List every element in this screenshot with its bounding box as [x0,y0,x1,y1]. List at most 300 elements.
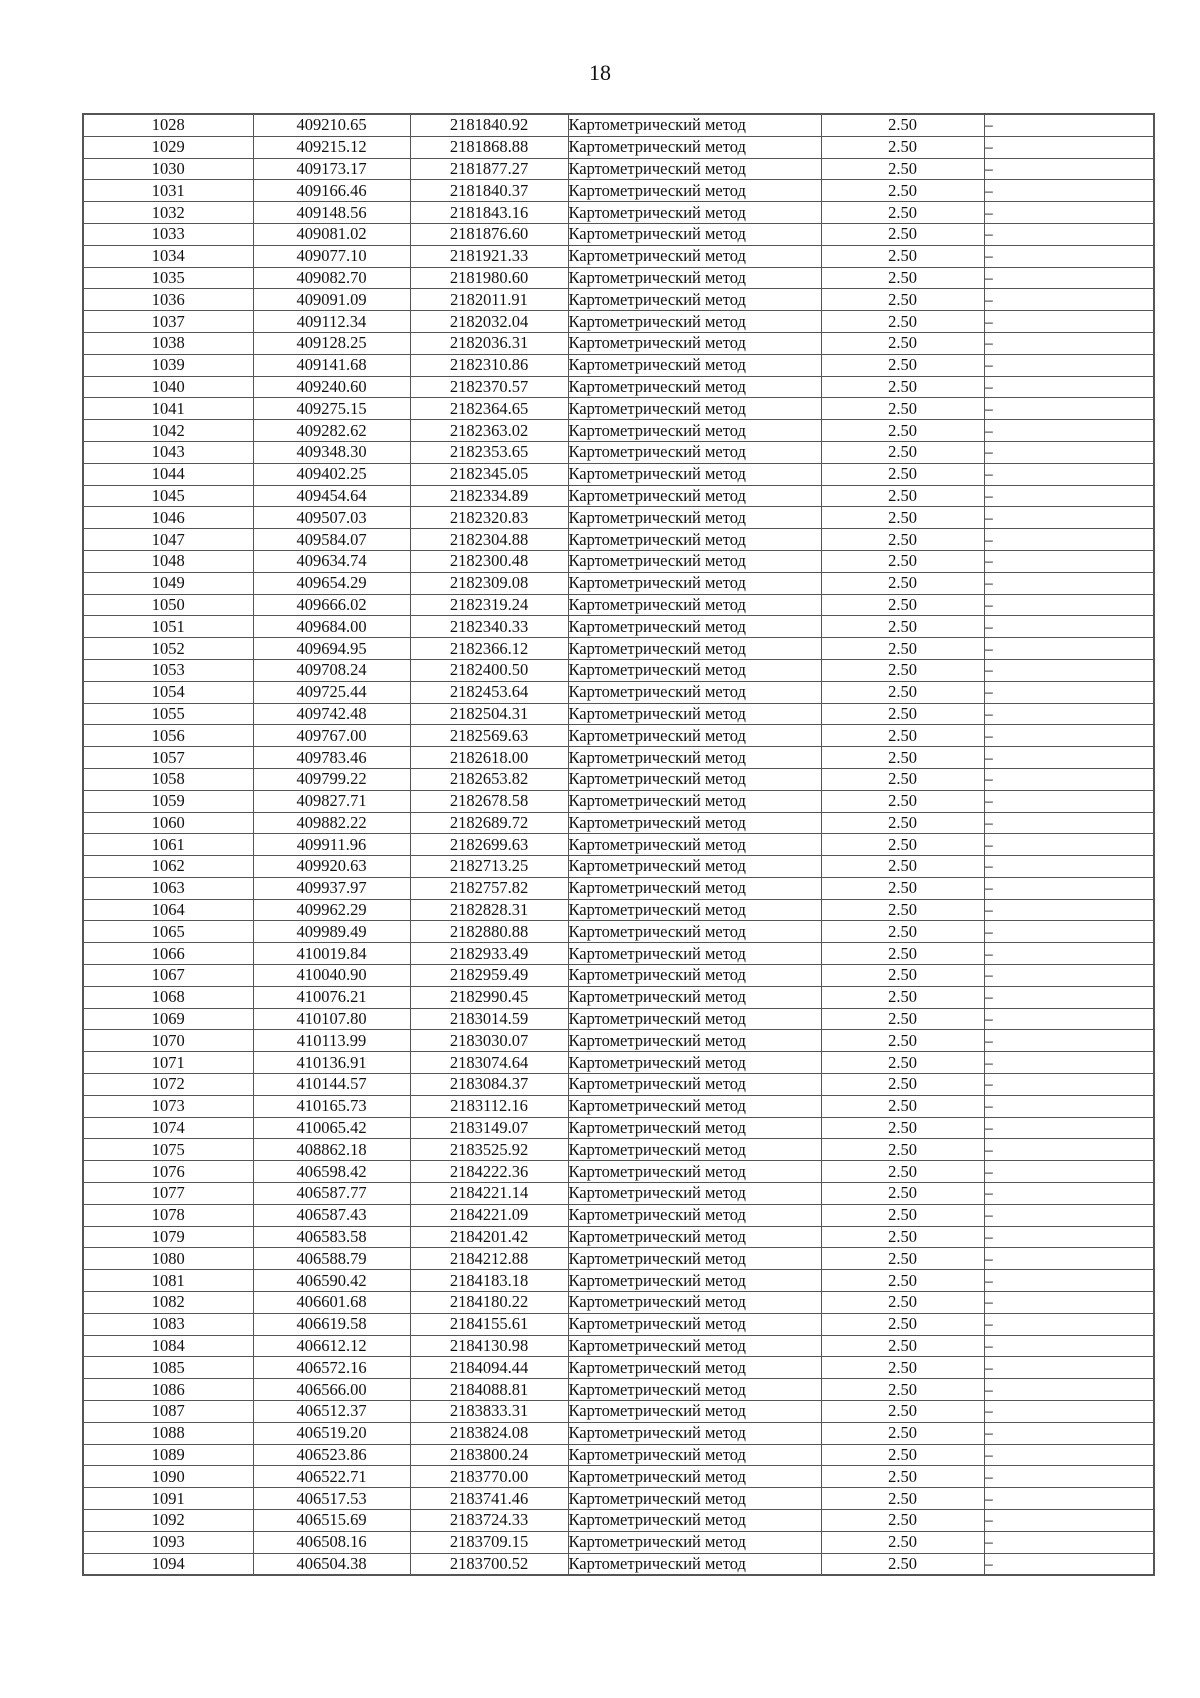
method-cell: Картометрический метод [568,376,821,398]
table-row [83,1226,1154,1248]
table-row [83,877,1154,899]
description-cell: – [984,1052,1154,1074]
method-cell: Картометрический метод [568,289,821,311]
method-cell: Картометрический метод [568,681,821,703]
point-number-cell: 1046 [83,507,253,529]
table-row [83,180,1154,202]
y-coordinate-cell: 2184221.09 [410,1204,568,1226]
accuracy-cell: 2.50 [821,790,984,812]
description-cell: – [984,1466,1154,1488]
method-cell: Картометрический метод [568,245,821,267]
point-number-cell: 1060 [83,812,253,834]
table-row [83,747,1154,769]
accuracy-cell: 2.50 [821,441,984,463]
accuracy-cell: 2.50 [821,1444,984,1466]
x-coordinate-cell: 409166.46 [253,180,410,202]
y-coordinate-cell: 2181980.60 [410,267,568,289]
accuracy-cell: 2.50 [821,921,984,943]
method-cell: Картометрический метод [568,703,821,725]
y-coordinate-cell: 2182713.25 [410,856,568,878]
point-number-cell: 1080 [83,1248,253,1270]
method-cell: Картометрический метод [568,180,821,202]
point-number-cell: 1078 [83,1204,253,1226]
accuracy-cell: 2.50 [821,158,984,180]
method-cell: Картометрический метод [568,136,821,158]
y-coordinate-cell: 2182959.49 [410,965,568,987]
point-number-cell: 1041 [83,398,253,420]
accuracy-cell: 2.50 [821,1183,984,1205]
accuracy-cell: 2.50 [821,1488,984,1510]
method-cell: Картометрический метод [568,812,821,834]
method-cell: Картометрический метод [568,1531,821,1553]
y-coordinate-cell: 2182618.00 [410,747,568,769]
point-number-cell: 1050 [83,594,253,616]
accuracy-cell: 2.50 [821,1335,984,1357]
method-cell: Картометрический метод [568,114,821,136]
point-number-cell: 1037 [83,311,253,333]
description-cell: – [984,1139,1154,1161]
table-row [83,1357,1154,1379]
y-coordinate-cell: 2182364.65 [410,398,568,420]
y-coordinate-cell: 2184222.36 [410,1161,568,1183]
point-number-cell: 1065 [83,921,253,943]
method-cell: Картометрический метод [568,725,821,747]
table-row [83,507,1154,529]
table-row [83,1531,1154,1553]
x-coordinate-cell: 406619.58 [253,1313,410,1335]
x-coordinate-cell: 406523.86 [253,1444,410,1466]
description-cell: – [984,1030,1154,1052]
x-coordinate-cell: 406572.16 [253,1357,410,1379]
point-number-cell: 1083 [83,1313,253,1335]
y-coordinate-cell: 2184183.18 [410,1270,568,1292]
accuracy-cell: 2.50 [821,267,984,289]
table-row [83,550,1154,572]
description-cell: – [984,812,1154,834]
y-coordinate-cell: 2183700.52 [410,1553,568,1575]
y-coordinate-cell: 2183030.07 [410,1030,568,1052]
point-number-cell: 1053 [83,659,253,681]
accuracy-cell: 2.50 [821,1292,984,1314]
point-number-cell: 1070 [83,1030,253,1052]
table-row [83,1008,1154,1030]
description-cell: – [984,921,1154,943]
coordinates-table-body [83,114,1154,1575]
description-cell: – [984,1401,1154,1423]
method-cell: Картометрический метод [568,616,821,638]
point-number-cell: 1030 [83,158,253,180]
description-cell: – [984,1357,1154,1379]
table-row [83,921,1154,943]
accuracy-cell: 2.50 [821,703,984,725]
point-number-cell: 1068 [83,986,253,1008]
description-cell: – [984,1422,1154,1444]
description-cell: – [984,1510,1154,1532]
y-coordinate-cell: 2182340.33 [410,616,568,638]
method-cell: Картометрический метод [568,659,821,681]
method-cell: Картометрический метод [568,223,821,245]
y-coordinate-cell: 2183800.24 [410,1444,568,1466]
accuracy-cell: 2.50 [821,1226,984,1248]
accuracy-cell: 2.50 [821,376,984,398]
x-coordinate-cell: 409725.44 [253,681,410,703]
y-coordinate-cell: 2181877.27 [410,158,568,180]
point-number-cell: 1056 [83,725,253,747]
y-coordinate-cell: 2182036.31 [410,332,568,354]
table-row [83,1183,1154,1205]
method-cell: Картометрический метод [568,1030,821,1052]
point-number-cell: 1038 [83,332,253,354]
table-row [83,1074,1154,1096]
accuracy-cell: 2.50 [821,768,984,790]
y-coordinate-cell: 2184212.88 [410,1248,568,1270]
point-number-cell: 1034 [83,245,253,267]
x-coordinate-cell: 408862.18 [253,1139,410,1161]
description-cell: – [984,223,1154,245]
point-number-cell: 1063 [83,877,253,899]
accuracy-cell: 2.50 [821,1531,984,1553]
method-cell: Картометрический метод [568,202,821,224]
y-coordinate-cell: 2182699.63 [410,834,568,856]
x-coordinate-cell: 409694.95 [253,638,410,660]
x-coordinate-cell: 406598.42 [253,1161,410,1183]
point-number-cell: 1039 [83,354,253,376]
y-coordinate-cell: 2182678.58 [410,790,568,812]
method-cell: Картометрический метод [568,899,821,921]
x-coordinate-cell: 409454.64 [253,485,410,507]
description-cell: – [984,1335,1154,1357]
accuracy-cell: 2.50 [821,420,984,442]
table-row [83,1270,1154,1292]
table-row [83,703,1154,725]
description-cell: – [984,703,1154,725]
table-row [83,616,1154,638]
accuracy-cell: 2.50 [821,354,984,376]
y-coordinate-cell: 2182309.08 [410,572,568,594]
description-cell: – [984,1379,1154,1401]
table-row [83,376,1154,398]
description-cell: – [984,1204,1154,1226]
accuracy-cell: 2.50 [821,1313,984,1335]
description-cell: – [984,1488,1154,1510]
table-row [83,245,1154,267]
accuracy-cell: 2.50 [821,1117,984,1139]
table-row [83,1401,1154,1423]
accuracy-cell: 2.50 [821,616,984,638]
point-number-cell: 1081 [83,1270,253,1292]
description-cell: – [984,616,1154,638]
x-coordinate-cell: 406508.16 [253,1531,410,1553]
description-cell: – [984,1444,1154,1466]
description-cell: – [984,114,1154,136]
x-coordinate-cell: 406515.69 [253,1510,410,1532]
table-row [83,1335,1154,1357]
accuracy-cell: 2.50 [821,1466,984,1488]
table-row [83,332,1154,354]
method-cell: Картометрический метод [568,1510,821,1532]
accuracy-cell: 2.50 [821,1248,984,1270]
table-row [83,659,1154,681]
method-cell: Картометрический метод [568,965,821,987]
point-number-cell: 1055 [83,703,253,725]
method-cell: Картометрический метод [568,1357,821,1379]
description-cell: – [984,1226,1154,1248]
method-cell: Картометрический метод [568,877,821,899]
x-coordinate-cell: 410040.90 [253,965,410,987]
accuracy-cell: 2.50 [821,1008,984,1030]
description-cell: – [984,725,1154,747]
table-row [83,1422,1154,1444]
description-cell: – [984,986,1154,1008]
table-row [83,1488,1154,1510]
accuracy-cell: 2.50 [821,877,984,899]
table-row [83,638,1154,660]
x-coordinate-cell: 406601.68 [253,1292,410,1314]
table-row [83,463,1154,485]
table-row [83,768,1154,790]
x-coordinate-cell: 406587.43 [253,1204,410,1226]
y-coordinate-cell: 2182310.86 [410,354,568,376]
description-cell: – [984,485,1154,507]
description-cell: – [984,1270,1154,1292]
description-cell: – [984,202,1154,224]
point-number-cell: 1047 [83,529,253,551]
y-coordinate-cell: 2184094.44 [410,1357,568,1379]
method-cell: Картометрический метод [568,1270,821,1292]
x-coordinate-cell: 409654.29 [253,572,410,594]
y-coordinate-cell: 2184221.14 [410,1183,568,1205]
point-number-cell: 1044 [83,463,253,485]
description-cell: – [984,1008,1154,1030]
table-row [83,1313,1154,1335]
y-coordinate-cell: 2184088.81 [410,1379,568,1401]
description-cell: – [984,158,1154,180]
x-coordinate-cell: 409282.62 [253,420,410,442]
y-coordinate-cell: 2182757.82 [410,877,568,899]
y-coordinate-cell: 2182689.72 [410,812,568,834]
accuracy-cell: 2.50 [821,223,984,245]
method-cell: Картометрический метод [568,1248,821,1270]
accuracy-cell: 2.50 [821,1357,984,1379]
x-coordinate-cell: 409989.49 [253,921,410,943]
x-coordinate-cell: 410065.42 [253,1117,410,1139]
method-cell: Картометрический метод [568,1117,821,1139]
accuracy-cell: 2.50 [821,834,984,856]
x-coordinate-cell: 409082.70 [253,267,410,289]
x-coordinate-cell: 409091.09 [253,289,410,311]
method-cell: Картометрический метод [568,1008,821,1030]
point-number-cell: 1085 [83,1357,253,1379]
y-coordinate-cell: 2183709.15 [410,1531,568,1553]
table-row [83,1379,1154,1401]
x-coordinate-cell: 409584.07 [253,529,410,551]
accuracy-cell: 2.50 [821,114,984,136]
method-cell: Картометрический метод [568,1204,821,1226]
point-number-cell: 1087 [83,1401,253,1423]
y-coordinate-cell: 2184180.22 [410,1292,568,1314]
table-row [83,834,1154,856]
method-cell: Картометрический метод [568,594,821,616]
accuracy-cell: 2.50 [821,638,984,660]
method-cell: Картометрический метод [568,332,821,354]
x-coordinate-cell: 409708.24 [253,659,410,681]
method-cell: Картометрический метод [568,834,821,856]
description-cell: – [984,965,1154,987]
method-cell: Картометрический метод [568,986,821,1008]
point-number-cell: 1089 [83,1444,253,1466]
table-row [83,1052,1154,1074]
accuracy-cell: 2.50 [821,485,984,507]
method-cell: Картометрический метод [568,1553,821,1575]
x-coordinate-cell: 409962.29 [253,899,410,921]
description-cell: – [984,594,1154,616]
accuracy-cell: 2.50 [821,289,984,311]
description-cell: – [984,747,1154,769]
y-coordinate-cell: 2183074.64 [410,1052,568,1074]
y-coordinate-cell: 2181840.37 [410,180,568,202]
x-coordinate-cell: 409911.96 [253,834,410,856]
x-coordinate-cell: 409937.97 [253,877,410,899]
description-cell: – [984,834,1154,856]
x-coordinate-cell: 409920.63 [253,856,410,878]
table-row [83,1292,1154,1314]
y-coordinate-cell: 2183014.59 [410,1008,568,1030]
y-coordinate-cell: 2182304.88 [410,529,568,551]
x-coordinate-cell: 409684.00 [253,616,410,638]
accuracy-cell: 2.50 [821,856,984,878]
y-coordinate-cell: 2183149.07 [410,1117,568,1139]
y-coordinate-cell: 2181840.92 [410,114,568,136]
x-coordinate-cell: 409215.12 [253,136,410,158]
y-coordinate-cell: 2182504.31 [410,703,568,725]
method-cell: Картометрический метод [568,1074,821,1096]
table-row [83,289,1154,311]
point-number-cell: 1042 [83,420,253,442]
point-number-cell: 1043 [83,441,253,463]
point-number-cell: 1084 [83,1335,253,1357]
y-coordinate-cell: 2183525.92 [410,1139,568,1161]
point-number-cell: 1086 [83,1379,253,1401]
x-coordinate-cell: 409783.46 [253,747,410,769]
accuracy-cell: 2.50 [821,747,984,769]
point-number-cell: 1057 [83,747,253,769]
description-cell: – [984,311,1154,333]
table-row [83,311,1154,333]
description-cell: – [984,1313,1154,1335]
x-coordinate-cell: 406517.53 [253,1488,410,1510]
description-cell: – [984,463,1154,485]
point-number-cell: 1062 [83,856,253,878]
accuracy-cell: 2.50 [821,681,984,703]
y-coordinate-cell: 2184130.98 [410,1335,568,1357]
point-number-cell: 1071 [83,1052,253,1074]
point-number-cell: 1059 [83,790,253,812]
description-cell: – [984,768,1154,790]
y-coordinate-cell: 2183833.31 [410,1401,568,1423]
accuracy-cell: 2.50 [821,245,984,267]
point-number-cell: 1061 [83,834,253,856]
table-row [83,572,1154,594]
x-coordinate-cell: 409666.02 [253,594,410,616]
y-coordinate-cell: 2182933.49 [410,943,568,965]
y-coordinate-cell: 2182345.05 [410,463,568,485]
x-coordinate-cell: 410113.99 [253,1030,410,1052]
description-cell: – [984,1074,1154,1096]
table-row [83,441,1154,463]
accuracy-cell: 2.50 [821,1095,984,1117]
x-coordinate-cell: 409882.22 [253,812,410,834]
point-number-cell: 1049 [83,572,253,594]
table-row [83,965,1154,987]
accuracy-cell: 2.50 [821,1510,984,1532]
method-cell: Картометрический метод [568,1183,821,1205]
point-number-cell: 1093 [83,1531,253,1553]
x-coordinate-cell: 406588.79 [253,1248,410,1270]
accuracy-cell: 2.50 [821,725,984,747]
x-coordinate-cell: 406587.77 [253,1183,410,1205]
y-coordinate-cell: 2182400.50 [410,659,568,681]
method-cell: Картометрический метод [568,943,821,965]
table-row [83,1444,1154,1466]
table-row [83,1510,1154,1532]
x-coordinate-cell: 409402.25 [253,463,410,485]
x-coordinate-cell: 409112.34 [253,311,410,333]
description-cell: – [984,354,1154,376]
y-coordinate-cell: 2182880.88 [410,921,568,943]
x-coordinate-cell: 409799.22 [253,768,410,790]
description-cell: – [984,790,1154,812]
x-coordinate-cell: 406504.38 [253,1553,410,1575]
description-cell: – [984,877,1154,899]
method-cell: Картометрический метод [568,550,821,572]
x-coordinate-cell: 406612.12 [253,1335,410,1357]
table-row [83,114,1154,136]
y-coordinate-cell: 2181868.88 [410,136,568,158]
method-cell: Картометрический метод [568,1422,821,1444]
accuracy-cell: 2.50 [821,1204,984,1226]
x-coordinate-cell: 406583.58 [253,1226,410,1248]
point-number-cell: 1066 [83,943,253,965]
point-number-cell: 1094 [83,1553,253,1575]
accuracy-cell: 2.50 [821,311,984,333]
accuracy-cell: 2.50 [821,1401,984,1423]
y-coordinate-cell: 2182366.12 [410,638,568,660]
table-row [83,223,1154,245]
description-cell: – [984,1117,1154,1139]
y-coordinate-cell: 2182653.82 [410,768,568,790]
method-cell: Картометрический метод [568,1292,821,1314]
point-number-cell: 1029 [83,136,253,158]
accuracy-cell: 2.50 [821,899,984,921]
table-row [83,267,1154,289]
description-cell: – [984,332,1154,354]
method-cell: Картометрический метод [568,1379,821,1401]
accuracy-cell: 2.50 [821,529,984,551]
point-number-cell: 1082 [83,1292,253,1314]
point-number-cell: 1076 [83,1161,253,1183]
description-cell: – [984,572,1154,594]
description-cell: – [984,1531,1154,1553]
method-cell: Картометрический метод [568,441,821,463]
table-row [83,1248,1154,1270]
description-cell: – [984,1292,1154,1314]
y-coordinate-cell: 2182363.02 [410,420,568,442]
method-cell: Картометрический метод [568,463,821,485]
method-cell: Картометрический метод [568,311,821,333]
coordinates-table [82,113,1155,1576]
accuracy-cell: 2.50 [821,1379,984,1401]
description-cell: – [984,529,1154,551]
